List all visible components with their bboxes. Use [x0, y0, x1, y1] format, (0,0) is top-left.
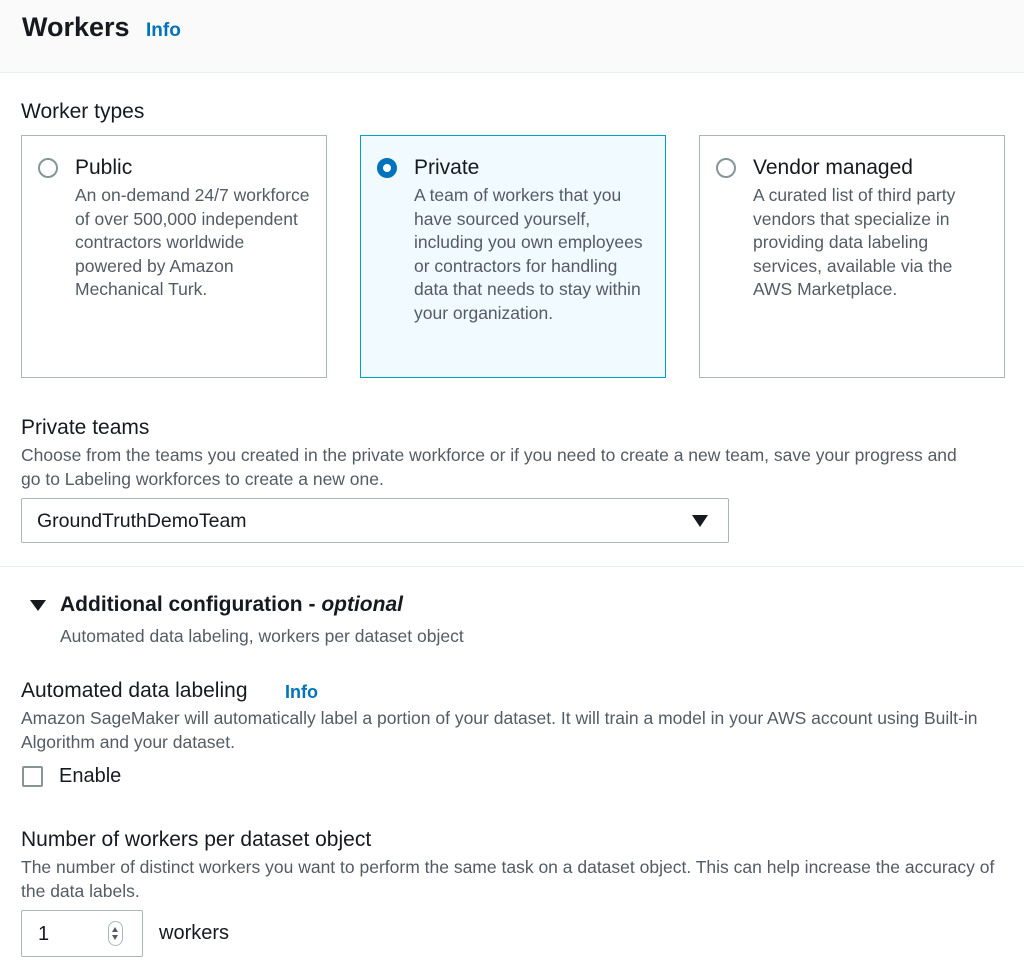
private-team-select[interactable] — [21, 498, 729, 543]
section-title: Workers — [22, 12, 130, 42]
worker-type-title-private: Private — [414, 156, 480, 179]
stepper-down-icon[interactable] — [112, 935, 118, 940]
workers-count-value: 1 — [38, 923, 50, 945]
expand-triangle-icon — [30, 600, 46, 611]
section-divider — [0, 566, 1024, 567]
worker-type-card-public[interactable] — [21, 135, 327, 378]
workers-per-object-label: Number of workers per dataset object — [21, 828, 372, 851]
worker-type-card-vendor[interactable] — [699, 135, 1005, 378]
worker-type-desc-vendor: A curated list of third party vendors that specialize in providing data labeling services, available via the AWS Marketplace. — [753, 185, 956, 299]
auto-labeling-info-link[interactable]: Info — [285, 682, 318, 702]
number-stepper-icon[interactable] — [108, 921, 123, 946]
private-teams-label: Private teams — [21, 416, 150, 439]
radio-vendor-managed[interactable] — [716, 158, 736, 178]
optional-label: optional — [321, 593, 403, 616]
header-info-link[interactable]: Info — [146, 20, 181, 41]
workers-per-object-description: The number of distinct workers you want to perform the same task on a dataset object. This can help increase the accuracy of the data labels. — [21, 857, 995, 901]
radio-public[interactable] — [38, 158, 58, 178]
worker-type-desc-private: A team of workers that you have sourced yourself, including you own employees or contractors for handling data that needs to stay within your organization. — [414, 185, 643, 323]
auto-labeling-label: Automated data labeling — [21, 679, 248, 702]
stepper-up-icon[interactable] — [112, 927, 118, 932]
private-team-selected-value: GroundTruthDemoTeam — [37, 510, 247, 532]
enable-checkbox-label[interactable]: Enable — [59, 765, 122, 787]
caret-down-icon — [692, 515, 708, 527]
radio-private[interactable] — [377, 158, 397, 178]
additional-config-subtitle: Automated data labeling, workers per dataset object — [60, 626, 464, 646]
worker-type-card-private[interactable] — [360, 135, 666, 378]
additional-config-title-text: Additional configuration - — [60, 593, 322, 616]
worker-type-desc-public: An on-demand 24/7 workforce of over 500,000 independent contractors worldwide powered by Amazon Mechanical Turk. — [75, 185, 310, 299]
section-header — [0, 0, 1024, 73]
private-teams-description: Choose from the teams you created in the private workforce or if you need to create a new team, save your progress and go to Labeling workforces to create a new one. — [21, 445, 957, 489]
additional-config-title[interactable] — [60, 593, 403, 617]
workers-unit-label: workers — [159, 922, 230, 944]
worker-type-title-public: Public — [75, 156, 133, 179]
worker-types-label: Worker types — [21, 100, 145, 123]
workers-count-input[interactable] — [21, 910, 143, 957]
auto-labeling-description: Amazon SageMaker will automatically label a portion of your dataset. It will train a model in your AWS account using Built-in Algorithm and your dataset. — [21, 708, 978, 752]
enable-auto-labeling-checkbox[interactable] — [22, 766, 43, 787]
worker-type-title-vendor: Vendor managed — [753, 156, 913, 179]
